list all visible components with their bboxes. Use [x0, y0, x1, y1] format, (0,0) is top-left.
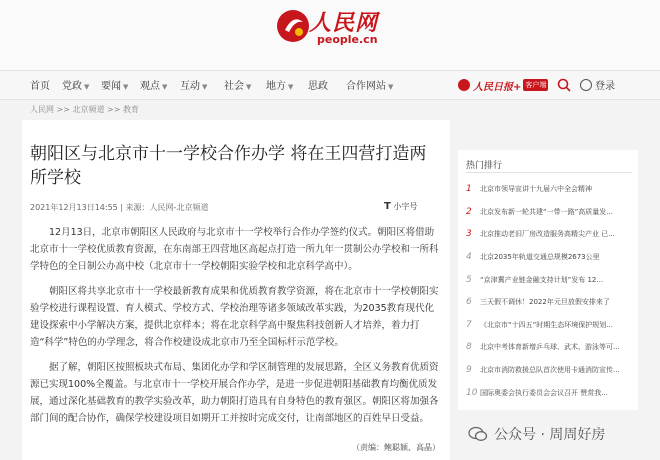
nav-item-partners[interactable]: 合作网站 ▼ [346, 81, 394, 92]
rank-number: 9 [466, 365, 472, 376]
divider [466, 172, 632, 173]
hot-item-title: 北京发布新一轮共建“一带一路”高质量发... [480, 207, 613, 216]
article-paragraph: 朝阳区将共享北京市十一学校最新教育成果和优质教育教学资源，将在北京市十一学校朝阳实验学校进行课程设置、育人模式、学校方式、学校治理等诸多领域改革实践，为2035教育现代化建设探索中小学解决方案，提供北京样本；将在北京科学高中聚焦科技创新人才培养，着力打造“科学”特色的办学理念，将合作校建设成北京市乃至全国标杆示范学校。 [30, 286, 439, 348]
logo-mark-icon [275, 8, 311, 44]
font-size-toggle[interactable] [384, 201, 417, 212]
article-editor: （责编：鲍聪颖、高晶） [352, 443, 440, 452]
hot-item-title: “京津冀产业链金融支持计划”发布 12... [480, 275, 604, 284]
article-meta: 2021年12月13日14:55 | 来源：人民网-北京频道 [30, 203, 209, 212]
main-nav [0, 70, 660, 100]
login-button[interactable] [580, 77, 615, 92]
nav-item-ideology[interactable]: 思政 [308, 81, 328, 92]
hot-ranking-item[interactable] [466, 381, 638, 404]
wechat-icon [468, 426, 488, 442]
article-paragraph: 12月13日，北京市朝阳区人民政府与北京市十一学校举行合作办学签约仪式。朝阳区将借助北京市十一学校优质教育资源，在东南部王四营地区高起点打造一所九年一贯制公办学校和一所科学特色的全日制公办高中校（北京市十一学校朝阳实验学校和北京科学高中）。 [30, 227, 439, 272]
hot-ranking-item[interactable] [466, 178, 638, 201]
hot-item-title: 北京市领导宣讲十九届六中全会精神 [480, 185, 592, 194]
rank-number: 7 [466, 319, 472, 330]
chevron-down-icon: ▼ [202, 83, 208, 91]
site-logo[interactable] [275, 6, 395, 48]
logo-text-cn: 人民网 [309, 10, 379, 36]
hot-item-title: 三天假不调休！2022年元旦放假安排来了 [480, 298, 610, 307]
hot-ranking-item[interactable] [466, 246, 638, 269]
breadcrumb-separator: >> [107, 105, 121, 114]
people-daily-plus-link[interactable] [458, 77, 548, 93]
rank-number: 10 [466, 387, 478, 398]
search-icon[interactable] [556, 77, 572, 93]
hot-ranking-item[interactable] [466, 336, 638, 359]
chevron-down-icon: ▼ [288, 83, 294, 91]
hot-ranking-item[interactable] [466, 291, 638, 314]
hot-ranking-item[interactable] [466, 314, 638, 337]
chevron-down-icon: ▼ [388, 83, 394, 91]
chevron-down-icon: ▼ [84, 83, 90, 91]
rank-number: 4 [466, 252, 472, 263]
logo-text-en: people.cn [317, 33, 378, 46]
chevron-down-icon: ▼ [123, 83, 129, 91]
chevron-down-icon: ▼ [246, 83, 252, 91]
hot-item-title: 北京市消防救援总队首次使用卡通消防宣传... [480, 366, 620, 375]
wechat-watermark [468, 424, 605, 444]
user-icon [580, 79, 592, 91]
nav-item-society[interactable]: 社会 ▼ [224, 81, 252, 92]
client-badge: 客户端 [525, 81, 547, 89]
article-title: 朝阳区与北京市十一学校合作办学 将在王四营打造两所学校 [30, 144, 427, 188]
hot-ranking-item[interactable] [466, 359, 638, 382]
breadcrumb-item[interactable]: 北京频道 [72, 105, 105, 114]
article-container [22, 120, 450, 460]
nav-item-home[interactable]: 首页 [30, 81, 50, 92]
nav-item-party[interactable]: 党政 ▼ [62, 81, 90, 92]
breadcrumb [30, 104, 139, 115]
people-plus-label: 人民日报+ [473, 81, 522, 93]
hot-ranking-item[interactable] [466, 268, 638, 291]
chevron-down-icon: ▼ [162, 83, 168, 91]
article-body [30, 224, 440, 435]
hot-item-title: 北京中考体育新增乒乓球、武术、游泳等可... [480, 343, 620, 352]
breadcrumb-separator: >> [56, 105, 70, 114]
rank-number: 8 [466, 342, 472, 353]
site-header [0, 0, 660, 70]
article-paragraph: 据了解，朝阳区按照板块式布局、集团化办学和学区制管理的发展思路，全区义务教育优质资源已实现100%全覆盖。与北京市十一学校开展合作办学，是进一步促进朝阳基础教育均衡优质发展，通过深化基础教育的教学实验改革，助力朝阳打造具有自身特色的教育强区。朝阳区将加强各部门间的配合协作，确保学校建设项目如期开工并按时完成交付，让南部地区的百姓早日受益。 [30, 362, 439, 424]
rank-number: 2 [466, 206, 472, 217]
breadcrumb-item[interactable]: 教育 [123, 105, 139, 114]
nav-item-news[interactable]: 要闻 ▼ [101, 81, 129, 92]
hot-item-title: 北京2035年轨道交通总规模2673公里 [480, 253, 600, 262]
rank-number: 5 [466, 274, 472, 285]
hot-ranking-title: 热门排行 [466, 161, 503, 171]
nav-item-local[interactable]: 地方 ▼ [266, 81, 294, 92]
breadcrumb-item[interactable]: 人民网 [30, 105, 54, 114]
login-label: 登录 [595, 81, 615, 92]
hot-item-title: 国际奥委会执行委员会会议召开 赞赏我... [480, 388, 608, 397]
people-daily-icon [458, 79, 470, 91]
hot-item-title: 《北京市“十四五”时期生态环境保护规划... [480, 320, 613, 329]
rank-number: 6 [466, 297, 472, 308]
hot-ranking-item[interactable] [466, 223, 638, 246]
font-size-label: 小字号 [393, 202, 418, 211]
nav-item-interaction[interactable]: 互动 ▼ [180, 81, 208, 92]
watermark-text: 公众号 · 周周好房 [494, 427, 606, 443]
hot-ranking-item[interactable] [466, 201, 638, 224]
hot-item-title: 北京推动老旧厂房改造服务高精尖产业 已... [480, 230, 615, 239]
rank-number: 1 [466, 184, 472, 195]
rank-number: 3 [466, 229, 472, 240]
font-size-icon: T [384, 201, 391, 212]
nav-item-opinion[interactable]: 观点 ▼ [140, 81, 168, 92]
hot-ranking-list [466, 178, 638, 404]
hot-ranking-panel [458, 150, 638, 410]
